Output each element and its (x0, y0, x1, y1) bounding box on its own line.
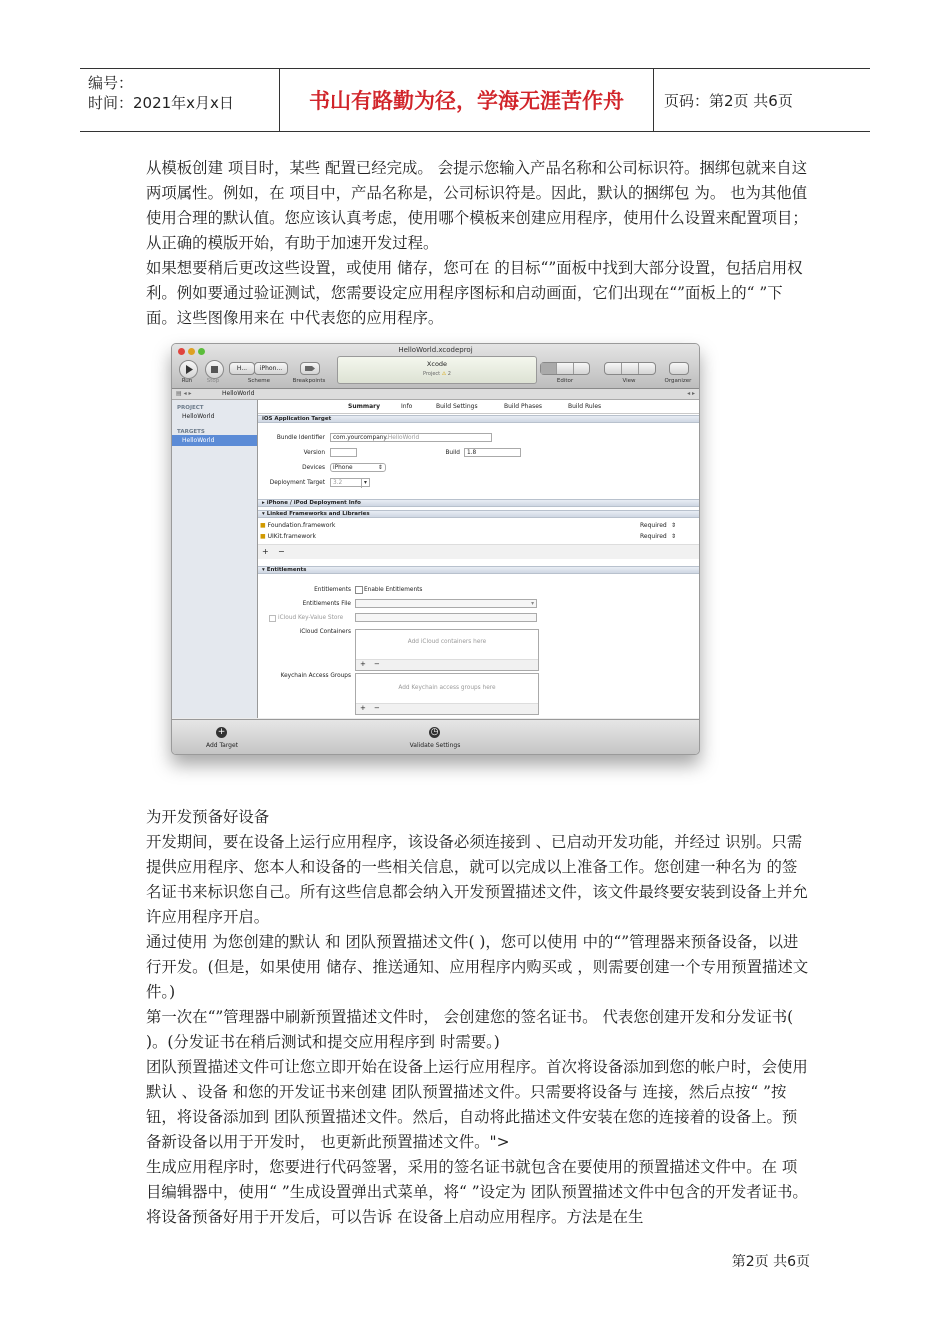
utilities-toggle-icon[interactable] (639, 363, 655, 374)
keychain-label: Keychain Access Groups (280, 673, 351, 679)
organizer-button[interactable] (669, 362, 689, 375)
paragraph: 通过使用 为您创建的默认 和 团队预置描述文件( )，您可以使用 中的“”管理器来预备设备，以进行开发。(但是，如果使用 储存、推送通知、应用程序内购买或 ，则需要创建一个专用预置描述文件。) (146, 933, 809, 1001)
devices-value: iPhone (333, 465, 353, 471)
version-label: Version (303, 450, 325, 456)
standard-editor-icon[interactable] (541, 363, 557, 374)
navigator-toggle-icon[interactable] (605, 363, 622, 374)
deployment-info-title: iPhone / iPod Deployment Info (266, 500, 361, 506)
jump-bar (172, 389, 699, 400)
add-icon[interactable]: + (360, 704, 366, 712)
linked-frameworks-section[interactable]: ▾ Linked Frameworks and Libraries (258, 510, 699, 518)
validate-clock-icon[interactable]: ◷ (430, 727, 439, 737)
editor-label: Editor (556, 378, 574, 384)
frameworks-footer (258, 544, 699, 559)
header-motto: 书山有路勤为径，学海无涯苦作舟 (280, 69, 654, 131)
tab-build-rules[interactable]: Build Rules (568, 403, 602, 410)
framework-name: UIKit.framework (267, 533, 316, 540)
paragraph: 生成应用程序时，您要进行代码签署，采用的签名证书就包含在要使用的预置描述文件中。在 项目编辑器中，使用“ ”生成设置弹出式菜单，将“ ”设定为 团队预置描述文件中包含的开发者证书。将设备预备好用于开发后，可以告诉 在设备上启动应用程序。方法是在生 (146, 1158, 808, 1226)
devices-popup[interactable] (330, 463, 386, 472)
framework-row[interactable] (260, 533, 680, 540)
linked-frameworks-title: Linked Frameworks and Libraries (266, 511, 370, 517)
xcode-screenshot (171, 343, 700, 755)
stop-button[interactable] (205, 360, 224, 379)
add-target-icon[interactable]: + (217, 727, 226, 737)
entitlements-title: Entitlements (266, 567, 307, 573)
devices-label: Devices (302, 465, 325, 471)
chevron-down-icon[interactable]: ▾ (361, 479, 369, 488)
scheme-device-popup[interactable]: iPhon... (254, 362, 288, 375)
framework-row[interactable] (260, 522, 680, 529)
activity-status: Project (423, 371, 441, 377)
deployment-target-value: 3.2 (333, 480, 343, 486)
bundle-identifier-field[interactable] (330, 433, 492, 442)
enable-entitlements-checkbox[interactable] (355, 586, 363, 594)
chevron-updown-icon: ⇕ (671, 522, 677, 529)
deployment-target-combo[interactable] (330, 478, 370, 487)
time-label: 时间：2021年x月x日 (88, 94, 234, 112)
icloud-kv-field[interactable] (355, 613, 537, 622)
paragraph: 第一次在“”管理器中刷新预置描述文件时， 会创建您的签名证书。 代表您创建开发和分发证书( )。(分发证书在稍后测试和提交应用程序到 时需要。) (146, 1008, 794, 1051)
section-heading: 为开发预备好设备 (146, 808, 270, 826)
header-page-info: 页码：第2页 共6页 (664, 91, 793, 110)
bundle-identifier-prefix: com.yourcompany. (333, 435, 388, 441)
keychain-groups-list[interactable] (355, 673, 539, 715)
version-editor-icon[interactable] (574, 363, 589, 374)
deployment-info-section[interactable]: ▸ iPhone / iPod Deployment Info (258, 499, 699, 507)
add-icon[interactable]: + (262, 547, 269, 556)
debug-toggle-icon[interactable] (622, 363, 639, 374)
framework-status[interactable]: Required (640, 522, 667, 529)
chevron-updown-icon: ⇕ (378, 465, 383, 471)
targets-header: TARGETS (177, 429, 205, 435)
paragraph: 从模板创建 项目时，某些 配置已经完成。 会提示您输入产品名称和公司标识符。捆绑包就来自这两项属性。例如，在 项目中，产品名称是，公司标识符是。因此，默认的捆绑包 为。 也为其他值使用合理的默认值。您应该认真考虑，使用哪个模板来创建应用程序，使用什么设置来配置项目；从正确的模版开始，有助于加速开发过程。 (146, 159, 808, 252)
stop-icon (206, 361, 223, 378)
play-icon (180, 361, 197, 378)
view-segmented-control[interactable] (604, 362, 656, 375)
version-field[interactable] (330, 448, 357, 457)
organizer-label: Organizer (664, 378, 692, 384)
activity-viewer (337, 356, 537, 384)
breakpoints-label: Breakpoints (292, 378, 326, 384)
stop-label: Stop (206, 378, 220, 384)
entitlements-label: Entitlements (314, 587, 351, 593)
window-toolbar (172, 344, 699, 389)
project-sidebar (172, 400, 258, 718)
header-meta (80, 69, 280, 131)
paragraph: 如果想要稍后更改这些设置，或使用 储存，您可在 的目标“”面板中找到大部分设置，包括启用权利。例如要通过验证测试，您需要设定应用程序图标和启动画面，它们出现在“”面板上的“ ”下面。这些图像用来在 中代表您的应用程序。 (146, 259, 803, 327)
activity-app-name: Xcode (426, 360, 448, 368)
number-label: 编号： (88, 74, 134, 92)
icloud-containers-label: iCloud Containers (299, 629, 351, 635)
keychain-placeholder: Add Keychain access groups here (398, 685, 496, 691)
entitlements-section[interactable]: ▾ Entitlements (258, 566, 699, 574)
warning-icon: ⚠ (441, 371, 447, 377)
toolbox-icon: ■ (260, 533, 266, 540)
ios-target-section: iOS Application Target (258, 415, 699, 423)
chevron-updown-icon: ⇕ (671, 533, 677, 540)
page-header (80, 68, 870, 132)
entitlements-file-label: Entitlements File (302, 601, 351, 607)
editor-segmented-control[interactable] (540, 362, 590, 375)
editor-tabs (258, 400, 699, 414)
build-label: Build (445, 450, 460, 456)
run-button[interactable] (179, 360, 198, 379)
paragraph: 开发期间，要在设备上运行应用程序，该设备必须连接到 、已启动开发功能，并经过 识别。只需提供应用程序、您本人和设备的一些相关信息，就可以完成以上准备工作。您创建一种名为 的签名证书来标识您自己。所有这些信息都会纳入开发预置描述文件，该文件最终要安装到设备上并允许应用程序开启。 (146, 833, 808, 926)
deployment-target-label: Deployment Target (269, 480, 325, 486)
project-header: PROJECT (177, 405, 204, 411)
framework-name: Foundation.framework (267, 522, 336, 529)
bottom-bar (172, 719, 699, 755)
framework-status[interactable]: Required (640, 533, 667, 540)
breakpoint-icon (301, 363, 319, 374)
enable-entitlements-label: Enable Entitlements (364, 587, 423, 593)
build-field[interactable]: 1.8 (464, 448, 521, 457)
remove-icon[interactable]: − (278, 547, 285, 556)
page-number: 第2页 共6页 (731, 1254, 810, 1270)
remove-icon[interactable]: − (374, 704, 380, 712)
bundle-identifier-label: Bundle Identifier (276, 435, 325, 441)
scheme-label: Scheme (247, 378, 271, 384)
toolbox-icon: ■ (260, 522, 266, 529)
add-target-label[interactable]: Add Target (205, 742, 239, 749)
view-label: View (622, 378, 636, 384)
scheme-target-popup[interactable]: H... (229, 362, 255, 375)
validate-settings-label[interactable]: Validate Settings (409, 742, 461, 749)
tab-summary[interactable]: Summary (348, 403, 381, 410)
tab-info[interactable]: Info (401, 403, 413, 410)
target-editor (258, 400, 699, 718)
sidebar-item-project[interactable]: HelloWorld (182, 413, 215, 420)
chevron-down-icon: ▾ (531, 601, 534, 607)
entitlements-file-combo[interactable] (355, 599, 537, 608)
tab-build-settings[interactable]: Build Settings (436, 403, 478, 410)
paragraph: 团队预置描述文件可让您立即开始在设备上运行应用程序。首次将设备添加到您的帐户时，会使用默认 、设备 和您的开发证书来创建 团队预置描述文件。只需要将设备与 连接，然后点按“ ”按钮，将设备添加到 团队预置描述文件。然后，自动将此描述文件安装在您的连接着的设备上。预备新设备以用于开发时， 也更新此预置描述文件。"> (146, 1058, 808, 1151)
breakpoints-button[interactable] (300, 362, 320, 375)
remove-icon[interactable]: − (374, 660, 380, 668)
bundle-identifier-suffix: HelloWorld (387, 435, 420, 441)
icloud-kv-checkbox[interactable] (269, 615, 276, 622)
jump-nav-arrows-icon[interactable]: ▤ ◂ ▸ (176, 390, 192, 397)
sidebar-item-target[interactable]: HelloWorld (172, 435, 257, 446)
add-icon[interactable]: + (360, 660, 366, 668)
assistant-editor-icon[interactable] (557, 363, 573, 374)
run-label: Run (181, 378, 193, 384)
activity-count: 2 (447, 371, 451, 377)
icloud-kv-label: iCloud Key-Value Store (278, 615, 344, 621)
icloud-placeholder: Add iCloud containers here (407, 639, 487, 645)
jump-right-arrows-icon[interactable]: ◂ ▸ (687, 390, 695, 397)
jump-bar-item[interactable]: HelloWorld (222, 390, 255, 397)
tab-build-phases[interactable]: Build Phases (504, 403, 543, 410)
icloud-containers-list[interactable] (355, 629, 539, 671)
window-title: HelloWorld.xcodeproj (398, 346, 473, 354)
